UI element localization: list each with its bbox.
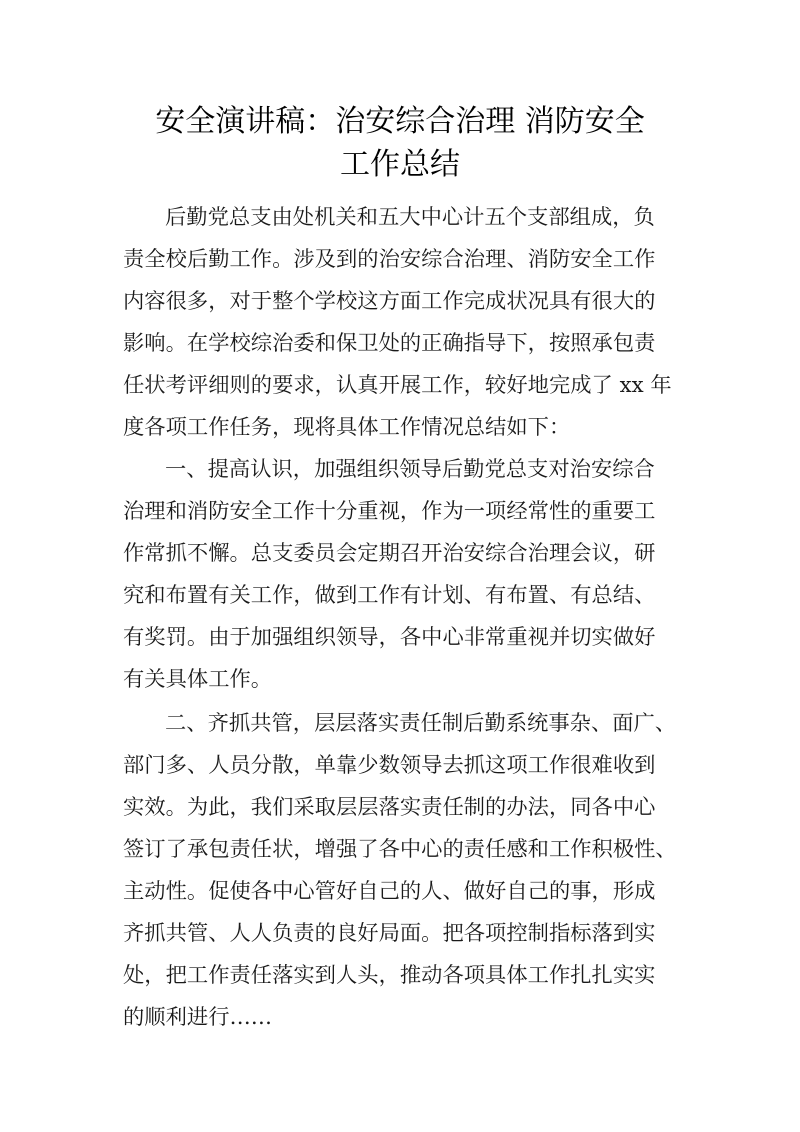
paragraph-3-line: 主动性。促使各中心管好自己的人、做好自己的事，形成 [123,879,656,904]
paragraph-3-line: 二、齐抓共管，层层落实责任制后勤系统事杂、面广、 [165,711,677,736]
paragraph-3-line: 处，把工作责任落实到人头，推动各项具体工作扎扎实实 [123,963,656,988]
paragraph-1-line: 内容很多，对于整个学校这方面工作完成状况具有很大的 [123,289,656,314]
paragraph-1-line: 影响。在学校综治委和保卫处的正确指导下，按照承包责 [123,331,656,356]
paragraph-2-line: 作常抓不懈。总支委员会定期召开治安综合治理会议，研 [123,541,656,566]
paragraph-1-line: 责全校后勤工作。涉及到的治安综合治理、消防安全工作 [123,247,656,272]
paragraph-1-line: 任状考评细则的要求，认真开展工作，较好地完成了 xx 年 [123,373,672,398]
paragraph-2-line: 有关具体工作。 [123,667,273,692]
paragraph-3-line: 的顺利进行…… [123,1005,273,1030]
paragraph-2-line: 治理和消防安全工作十分重视，作为一项经常性的重要工 [123,499,656,524]
document-title-line-1: 安全演讲稿：治安综合治理 消防安全 [155,104,645,139]
paragraph-2-line: 一、提高认识，加强组织领导后勤党总支对治安综合 [165,457,655,482]
document-title-line-2: 工作总结 [340,147,460,182]
paragraph-1-line: 度各项工作任务，现将具体工作情况总结如下： [123,415,571,440]
paragraph-3-line: 实效。为此，我们采取层层落实责任制的办法，同各中心 [123,795,656,820]
paragraph-2-line: 有奖罚。由于加强组织领导，各中心非常重视并切实做好 [123,625,656,650]
paragraph-3-line: 齐抓共管、人人负责的良好局面。把各项控制指标落到实 [123,921,656,946]
paragraph-1-line: 后勤党总支由处机关和五大中心计五个支部组成，负 [165,205,655,230]
paragraph-3-line: 部门多、人员分散，单靠少数领导去抓这项工作很难收到 [123,753,656,778]
paragraph-3-line: 签订了承包责任状，增强了各中心的责任感和工作积极性、 [123,837,677,862]
paragraph-2-line: 究和布置有关工作，做到工作有计划、有布置、有总结、 [123,583,656,608]
